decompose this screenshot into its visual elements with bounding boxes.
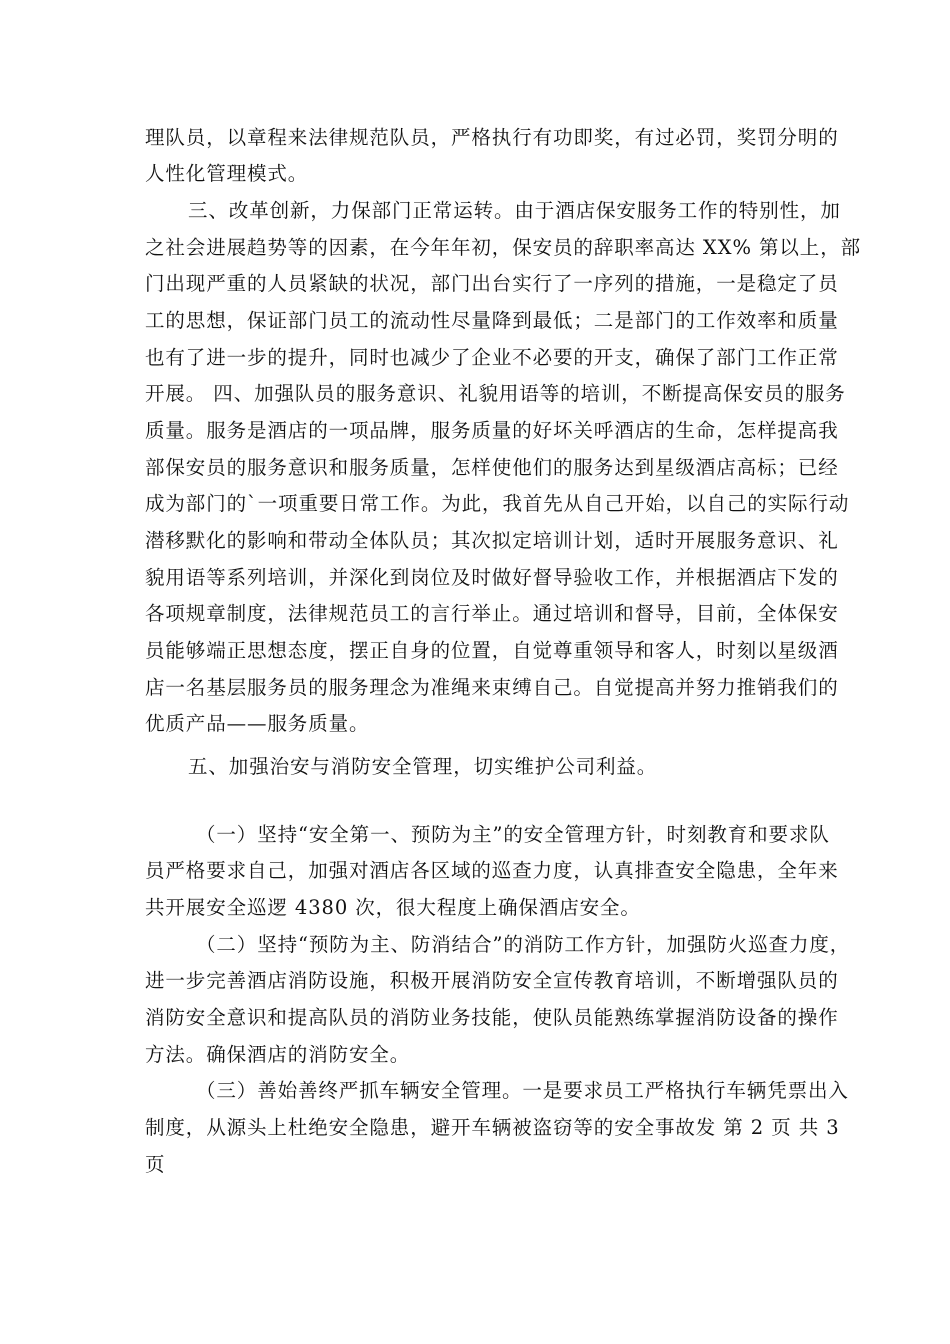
section-5-heading-line: 五、加强治安与消防安全管理，切实维护公司利益。	[188, 755, 658, 778]
text-line-25: 方法。确保酒店的消防安全。	[145, 1043, 411, 1066]
text-line-1: 理队员，以章程来法律规范队员，严格执行有功即奖，有过必罚，奖罚分明的	[145, 126, 839, 149]
text-line-9: 质量。服务是酒店的一项品牌，服务质量的好坏关呼酒店的生命，怎样提高我	[145, 419, 839, 442]
text-line-23: 进一步完善酒店消防设施，积极开展消防安全宣传教育培训，不断增强队员的	[145, 969, 839, 992]
text-line-24: 消防安全意识和提高队员的消防业务技能，使队员能熟练掌握消防设备的操作	[145, 1006, 839, 1029]
text-line-14: 各项规章制度，法律规范员工的言行举止。通过培训和督导，目前，全体保安	[145, 602, 839, 625]
text-line-27: 制度，从源头上杜绝安全隐患，避开车辆被盗窃等的安全事故发 第 2 页 共 3	[145, 1116, 840, 1139]
section-3-heading-line: 三、改革创新，力保部门正常运转。由于酒店保安服务工作的特别性，加	[188, 199, 841, 222]
text-line-13: 貌用语等系列培训，并深化到岗位及时做好督导验收工作，并根据酒店下发的	[145, 566, 839, 589]
text-line-4: 之社会进展趋势等的因素，在今年年初，保安员的辞职率高达 XX% 第以上，部	[145, 236, 861, 259]
subsection-2-line: （二）坚持“预防为主、防消结合”的消防工作方针，加强防火巡查力度，	[196, 933, 851, 956]
text-line-5: 门出现严重的人员紧缺的状况，部门出台实行了一序列的措施，一是稳定了员	[145, 272, 839, 295]
text-line-2: 人性化管理模式。	[145, 162, 309, 185]
text-line-12: 潜移默化的影响和带动全体队员；其次拟定培训计划，适时开展服务意识、礼	[145, 529, 839, 552]
text-line-20: 员严格要求自己，加强对酒店各区域的巡查力度，认真排查安全隐患，全年来	[145, 859, 839, 882]
text-line-16: 店一名基层服务员的服务理念为准绳来束缚自己。自觉提高并努力推销我们的	[145, 676, 839, 699]
text-line-15: 员能够端正思想态度，摆正自身的位置，自觉尊重领导和客人，时刻以星级酒	[145, 639, 839, 662]
subsection-3-line: （三）善始善终严抓车辆安全管理。一是要求员工严格执行车辆凭票出入	[196, 1079, 849, 1102]
text-line-8: 开展。 四、加强队员的服务意识、礼貌用语等的培训，不断提高保安员的服务	[145, 382, 846, 405]
page-footer-continuation: 页	[145, 1153, 166, 1176]
text-line-6: 工的思想，保证部门员工的流动性尽量降到最低；二是部门的工作效率和质量	[145, 309, 839, 332]
text-line-21: 共开展安全巡逻 4380 次，很大程度上确保酒店安全。	[145, 896, 641, 919]
text-line-7: 也有了进一步的提升，同时也减少了企业不必要的开支，确保了部门工作正常	[145, 346, 839, 369]
text-line-11: 成为部门的`一项重要日常工作。为此，我首先从自己开始，以自己的实际行动	[145, 492, 850, 515]
text-line-10: 部保安员的服务意识和服务质量，怎样使他们的服务达到星级酒店高标；已经	[145, 456, 839, 479]
text-line-17: 优质产品——服务质量。	[145, 712, 370, 735]
subsection-1-line: （一）坚持“安全第一、预防为主”的安全管理方针，时刻教育和要求队	[196, 823, 830, 846]
